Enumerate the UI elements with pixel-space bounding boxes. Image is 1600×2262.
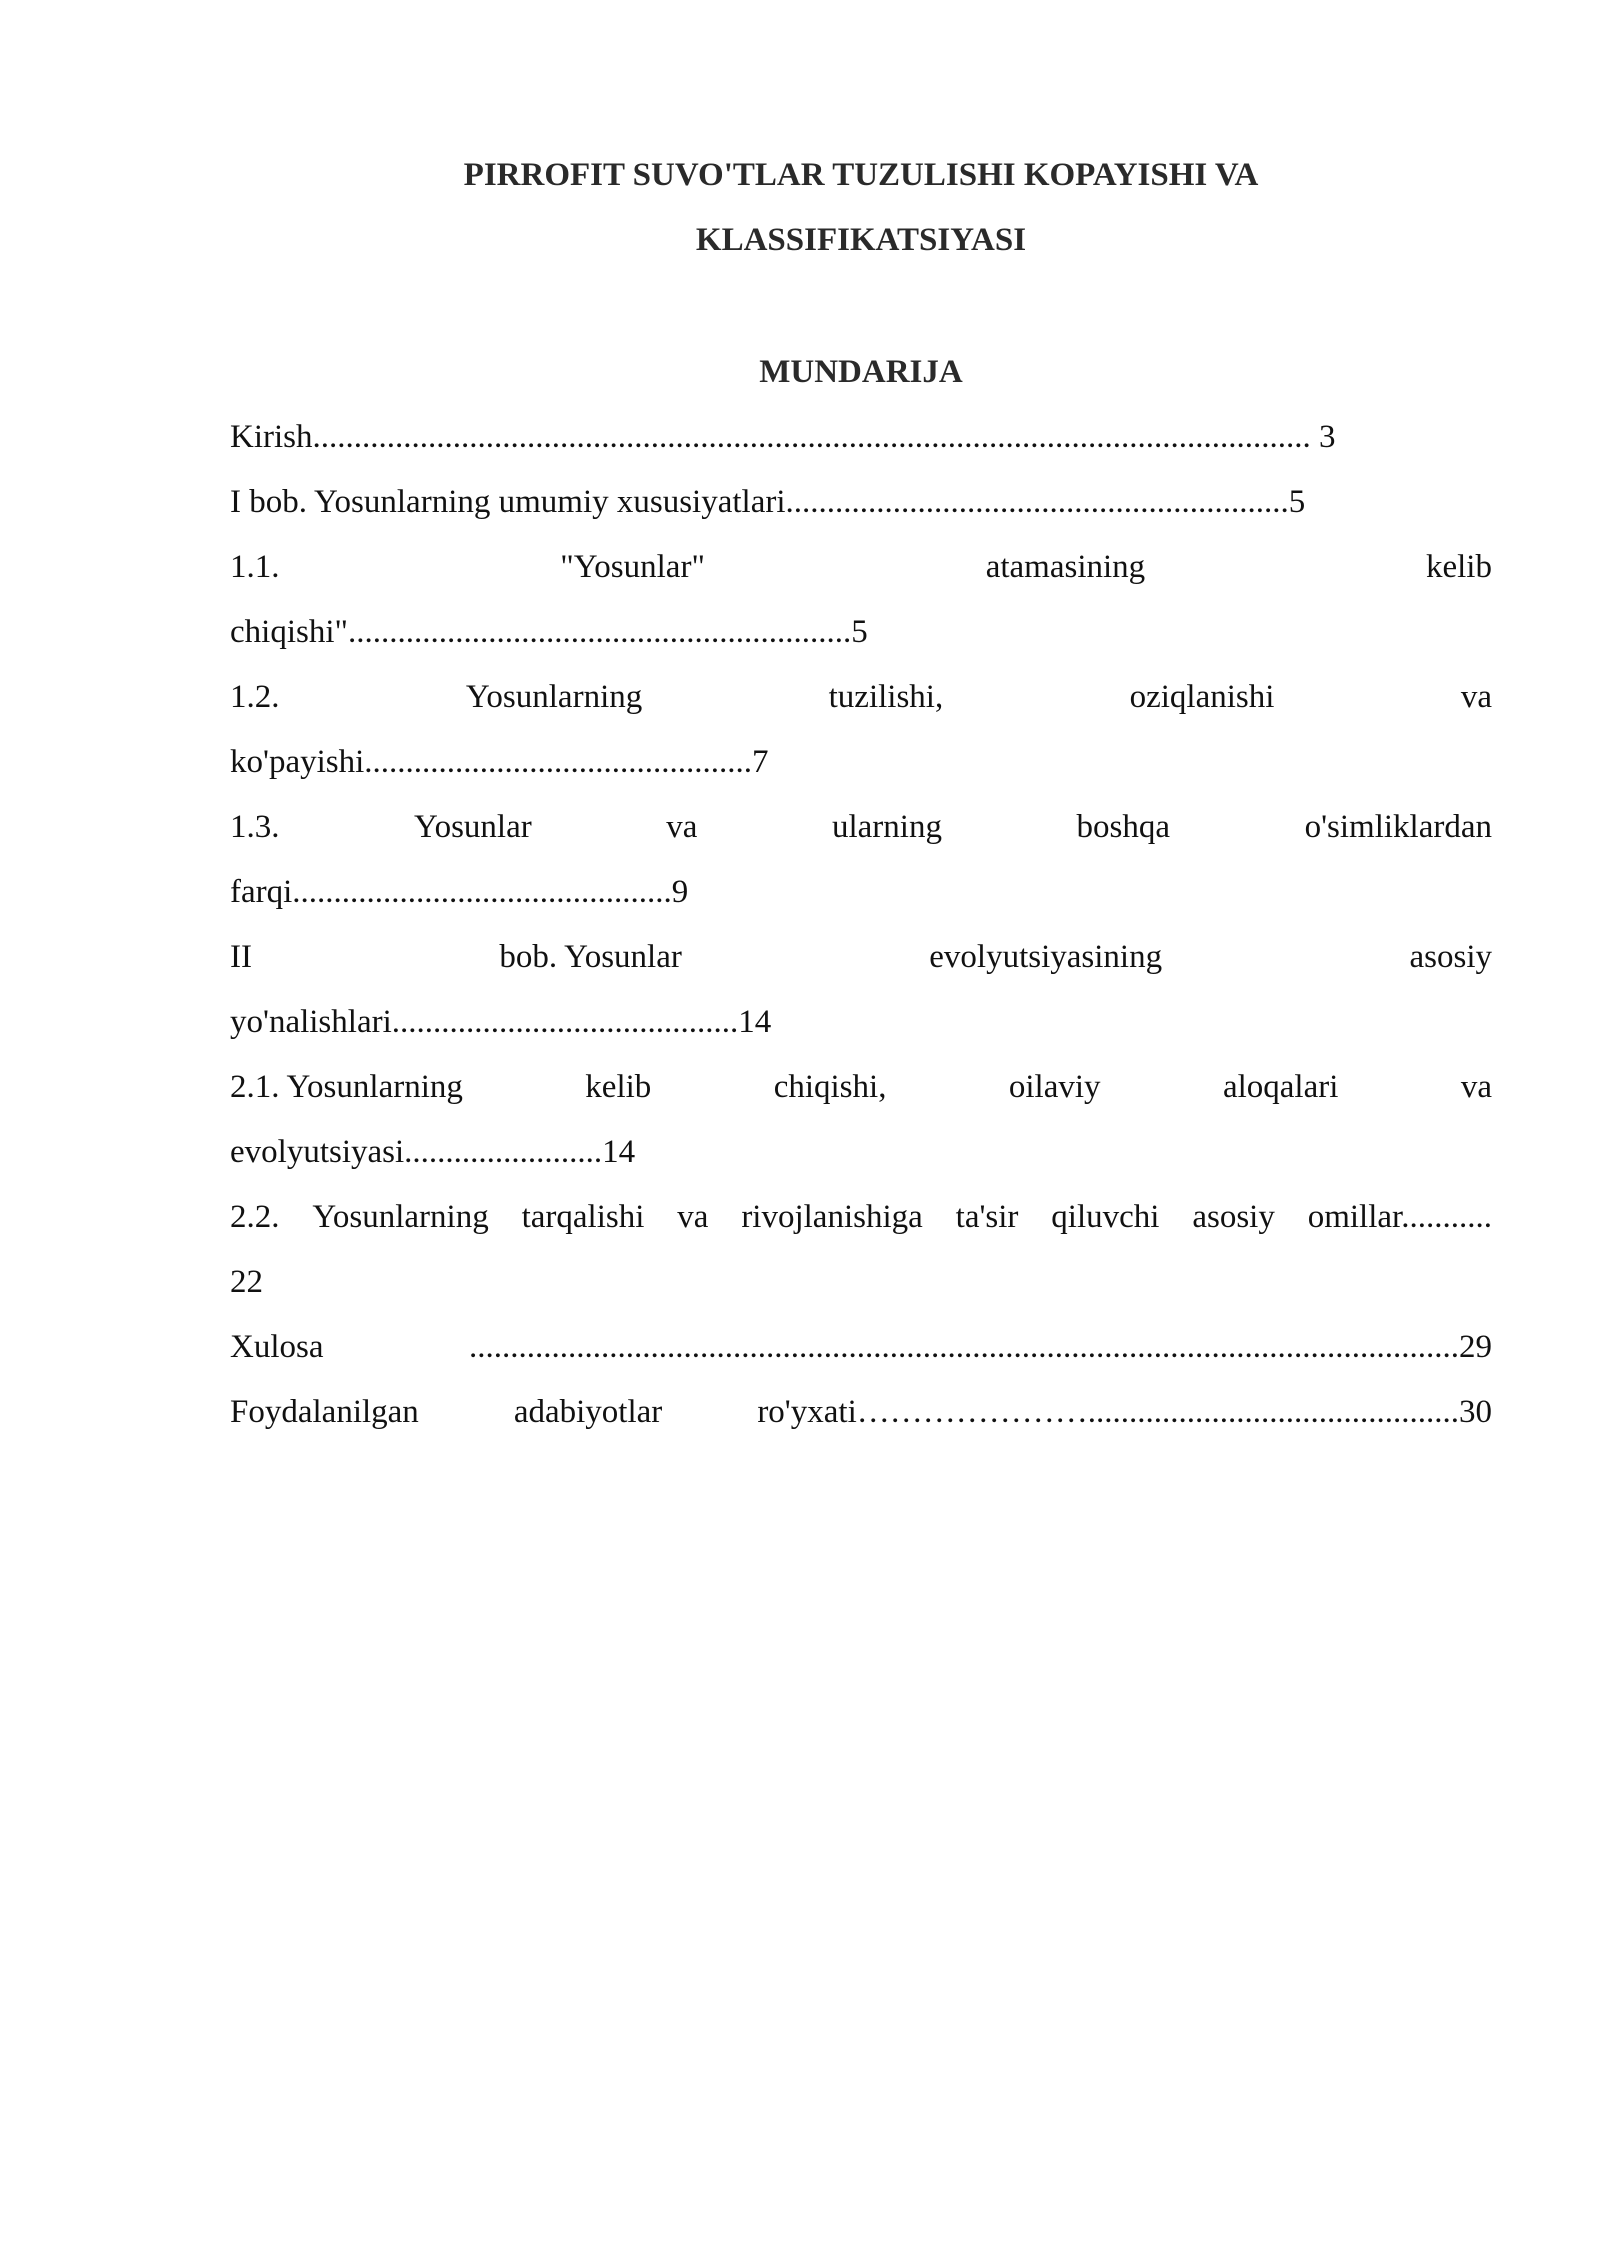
- toc-word: va: [677, 1199, 709, 1235]
- toc-word: va: [666, 809, 698, 845]
- toc-word: tarqalishi: [521, 1199, 645, 1235]
- toc-entry-bob-1[interactable]: I bob. Yosunlarning umumiy xususiyatlari.............................................................5: [230, 484, 1306, 520]
- toc-entry-1-2-line-2[interactable]: ko'payishi...............................................7: [230, 744, 769, 780]
- toc-word: evolyutsiyasining: [929, 939, 1163, 975]
- toc-word: 2.2.: [230, 1199, 280, 1235]
- toc-entry-kirish[interactable]: Kirish......................................................................................................................... 3: [230, 419, 1336, 455]
- toc-word: Yosunlar: [414, 809, 532, 845]
- toc-entry-1-1-line-1[interactable]: [230, 535, 1492, 600]
- toc-word: ularning: [831, 809, 942, 845]
- toc-word: tuzilishi,: [828, 679, 944, 715]
- toc-word: adabiyotlar: [513, 1394, 663, 1430]
- toc-word: Foydalanilgan: [230, 1394, 419, 1430]
- toc-word: kelib: [585, 1069, 652, 1105]
- toc-word: Yosunlarning: [312, 1199, 489, 1235]
- toc-entry-2-1-line-1[interactable]: [230, 1055, 1492, 1120]
- toc-entry-1-1-line-2[interactable]: chiqishi".............................................................5: [230, 614, 868, 650]
- toc-entry-1-3-line-2[interactable]: farqi..............................................9: [230, 874, 689, 910]
- toc-word: boshqa: [1076, 809, 1171, 845]
- toc-heading: MUNDARIJA: [759, 354, 963, 390]
- toc-word: Yosunlarning: [465, 679, 643, 715]
- toc-word: 2.1. Yosunlarning: [230, 1069, 463, 1105]
- toc-word: omillar...........: [1307, 1199, 1492, 1235]
- document-title-line-2: KLASSIFIKATSIYASI: [695, 222, 1027, 258]
- toc-word: asosiy: [1192, 1199, 1275, 1235]
- toc-entry-bob-2-line-1[interactable]: [230, 925, 1492, 990]
- toc-word: ro'yxati………………….............................................30: [757, 1394, 1492, 1430]
- toc-word: asosiy: [1409, 939, 1492, 975]
- toc-word: II: [230, 939, 252, 975]
- toc-word: aloqalari: [1222, 1069, 1339, 1105]
- toc-word: va: [1460, 679, 1492, 715]
- toc-word: o'simliklardan: [1304, 809, 1492, 845]
- toc-entry-1-3-line-1[interactable]: [230, 795, 1492, 860]
- toc-entry-adabiyotlar[interactable]: [230, 1380, 1492, 1445]
- toc-word: 1.1.: [230, 549, 280, 585]
- toc-word: qiluvchi: [1051, 1199, 1160, 1235]
- toc-word: ........................................................................................................................29: [469, 1329, 1492, 1365]
- toc-entry-bob-2-line-2[interactable]: yo'nalishlari..........................................14: [230, 1004, 772, 1040]
- toc-word: atamasining: [985, 549, 1146, 585]
- toc-entry-2-1-line-2[interactable]: evolyutsiyasi........................14: [230, 1134, 636, 1170]
- toc-word: chiqishi,: [773, 1069, 887, 1105]
- toc-word: ta'sir: [955, 1199, 1019, 1235]
- toc-word: Xulosa: [230, 1329, 324, 1365]
- document-title-line-1: PIRROFIT SUVO'TLAR TUZULISHI KOPAYISHI VA: [463, 157, 1259, 193]
- toc-entry-2-2-line-2[interactable]: 22: [230, 1264, 263, 1300]
- toc-entry-2-2-line-1[interactable]: [230, 1185, 1492, 1250]
- toc-word: "Yosunlar": [560, 549, 705, 585]
- toc-entry-xulosa[interactable]: [230, 1315, 1492, 1380]
- toc-word: va: [1460, 1069, 1492, 1105]
- toc-word: rivojlanishiga: [741, 1199, 923, 1235]
- table-of-contents: [230, 405, 1492, 1445]
- toc-word: kelib: [1425, 549, 1492, 585]
- toc-word: bob. Yosunlar: [499, 939, 682, 975]
- toc-word: 1.3.: [230, 809, 280, 845]
- toc-entry-1-2-line-1[interactable]: [230, 665, 1492, 730]
- toc-word: oziqlanishi: [1129, 679, 1275, 715]
- toc-word: 1.2.: [230, 679, 280, 715]
- toc-word: oilaviy: [1008, 1069, 1101, 1105]
